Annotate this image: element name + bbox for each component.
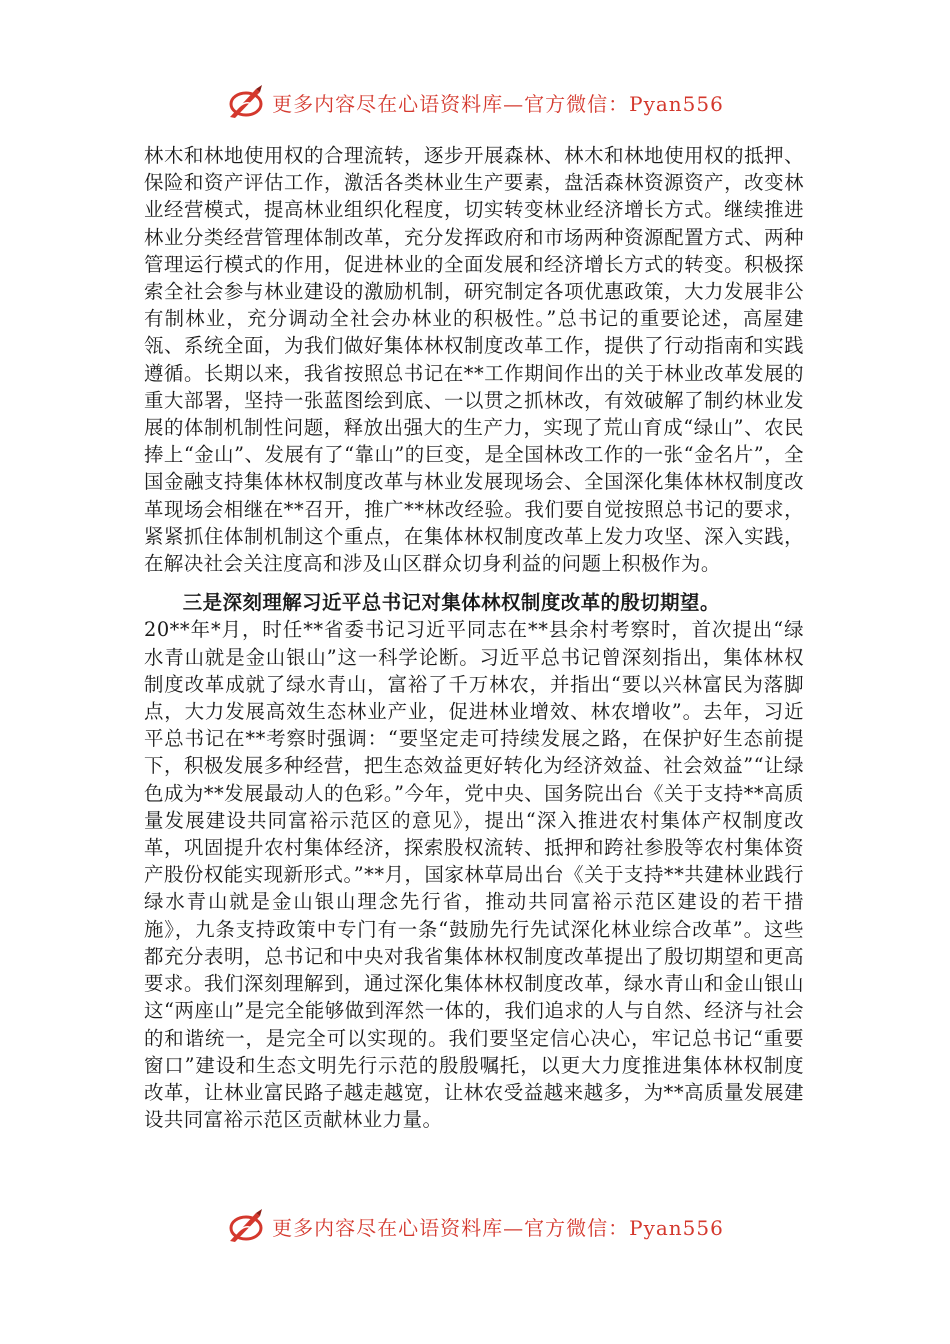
pen-logo-icon	[226, 1208, 266, 1244]
footer-banner	[0, 1206, 950, 1246]
pen-logo-icon	[226, 84, 266, 120]
header-banner	[0, 82, 950, 122]
paragraph-continued: 林木和林地使用权的合理流转，逐步开展森林、林木和林地使用权的抵押、保险和资产评估工作，激活各类林业生产要素，盘活森林资源资产，改变林业经营模式，提高林业组织化程度，切实转变林业经济增长方式。继续推进林业分类经营管理体制改革，充分发挥政府和市场两种资源配置方式、两种管理运行模式的作用，促进林业的全面发展和经济增长方式的转变。积极探索全社会参与林业建设的激励机制，研究制定各项优惠政策，大力发展非公有制林业，充分调动全社会办林业的积极性。”总书记的重要论述，高屋建瓴、系统全面，为我们做好集体林权制度改革工作，提供了行动指南和实践遵循。长期以来，我省按照总书记在**工作期间作出的关于林业改革发展的重大部署，坚持一张蓝图绘到底、一以贯之抓林改，有效破解了制约林业发展的体制机制性问题，释放出强大的生产力，实现了荒山育成“绿山”、农民捧上“金山”、发展有了“靠山”的巨变，是全国林改工作的一张“金名片”，全国金融支持集体林权制度改革与林业发展现场会、全国深化集体林权制度改革现场会相继在**召开，推广**林改经验。我们要自觉按照总书记的要求，紧紧抓住体制机制这个重点，在集体林权制度改革上发力攻坚、深入实践，在解决社会关注度高和涉及山区群众切身利益的问题上积极作为。	[144, 144, 804, 576]
section-heading: 三是深刻理解习近平总书记对集体林权制度改革的殷切期望。	[182, 591, 720, 615]
document-body	[144, 142, 804, 1133]
paragraph-section-three: 20**年*月，时任**省委书记习近平同志在**县余村考察时，首次提出“绿水青山就是金山银山”这一科学论断。习近平总书记曾深刻指出，集体林权制度改革成就了绿水青山，富裕了千万林农，并指出“要以兴林富民为落脚点，大力发展高效生态林业产业，促进林业增效、林农增收”。去年，习近平总书记在**考察时强调：“要坚定走可持续发展之路，在保护好生态前提下，积极发展多种经营，把生态效益更好转化为经济效益、社会效益”“让绿色成为**发展最动人的色彩。”今年，党中央、国务院出台《关于支持**高质量发展建设共同富裕示范区的意见》，提出“深入推进农村集体产权制度改革，巩固提升农村集体经济，探索股权流转、抵押和跨社参股等农村集体资产股份权能实现新形式。”**月，国家林草局出台《关于支持**共建林业践行绿水青山就是金山银山理念先行省，推动共同富裕示范区建设的若干措施》，九条支持政策中专门有一条“鼓励先行先试深化林业综合改革”。这些都充分表明，总书记和中央对我省集体林权制度改革提出了殷切期望和更高要求。我们深刻理解到，通过深化集体林权制度改革，绿水青山和金山银山这“两座山”是完全能够做到浑然一体的，我们追求的人与自然、经济与社会的和谐统一，是完全可以实现的。我们要坚定信心决心，牢记总书记“重要窗口”建设和生态文明先行示范的殷殷嘱托，以更大力度推进集体林权制度改革，让林业富民路子越走越宽，让林农受益越来越多，为**高质量发展建设共同富裕示范区贡献林业力量。	[144, 618, 804, 1132]
footer-banner-text: 更多内容尽在心语资料库—官方微信：Pyan556	[272, 1215, 724, 1240]
header-banner-text: 更多内容尽在心语资料库—官方微信：Pyan556	[272, 91, 724, 116]
paragraph-spacer	[144, 577, 804, 589]
